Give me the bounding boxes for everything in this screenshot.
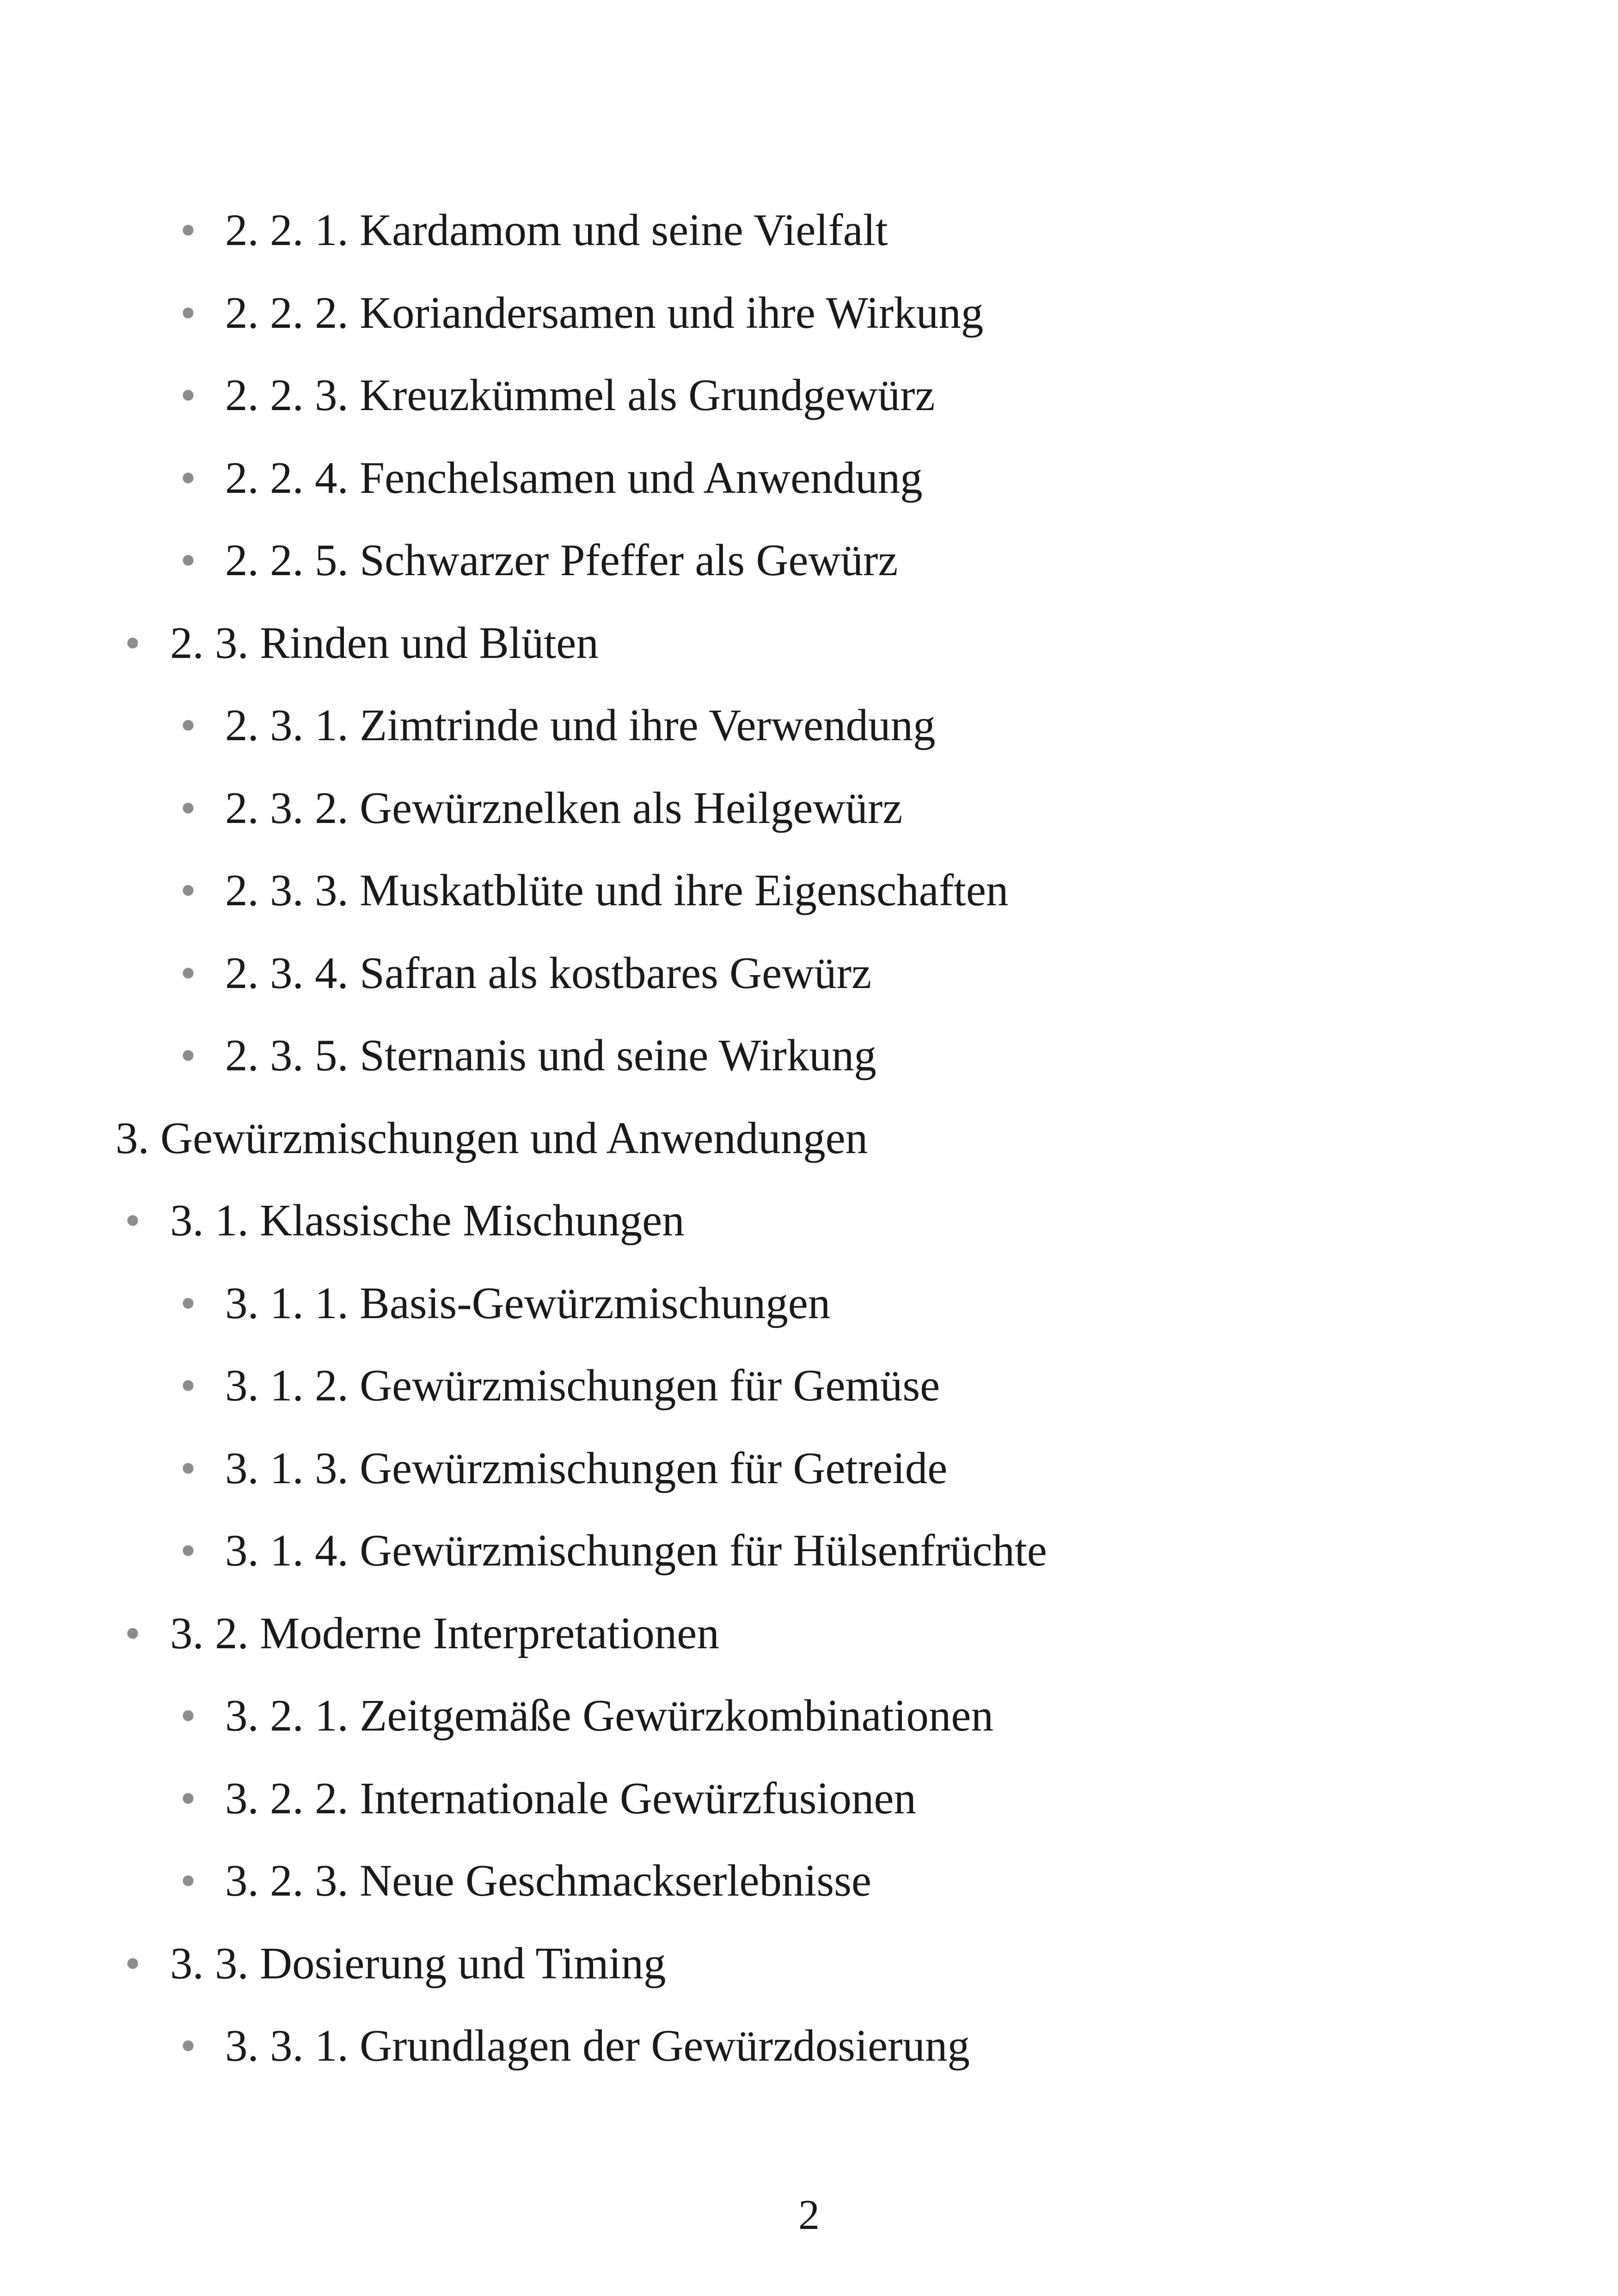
toc-entry-label: 2. 3. 2. Gewürznelken als Heilgewürz bbox=[225, 783, 903, 833]
toc-entry-label: 2. 2. 2. Koriandersamen und ihre Wirkung bbox=[225, 288, 984, 338]
bullet-icon: • bbox=[125, 1196, 141, 1245]
toc-entry-label: 2. 3. 3. Muskatblüte und ihre Eigenschaften bbox=[225, 866, 1009, 915]
bullet-icon: • bbox=[180, 1774, 196, 1823]
bullet-icon: • bbox=[125, 1608, 141, 1658]
toc-entry-label: 2. 3. 5. Sternanis und seine Wirkung bbox=[225, 1031, 876, 1080]
bullet-icon: • bbox=[180, 1031, 196, 1080]
bullet-icon: • bbox=[180, 1361, 196, 1410]
toc-entry-label: 2. 2. 5. Schwarzer Pfeffer als Gewürz bbox=[225, 535, 898, 585]
bullet-icon: • bbox=[180, 205, 196, 255]
bullet-icon: • bbox=[180, 866, 196, 915]
bullet-icon: • bbox=[125, 618, 141, 668]
bullet-icon: • bbox=[180, 1526, 196, 1575]
bullet-icon: • bbox=[180, 453, 196, 503]
bullet-icon: • bbox=[180, 2021, 196, 2070]
bullet-icon: • bbox=[180, 288, 196, 338]
toc-entry-label: 3. 3. Dosierung und Timing bbox=[170, 1939, 666, 1988]
bullet-icon: • bbox=[180, 1691, 196, 1740]
bullet-icon: • bbox=[180, 700, 196, 750]
toc-entry-label: 3. 2. 2. Internationale Gewürzfusionen bbox=[225, 1774, 916, 1823]
bullet-icon: • bbox=[180, 948, 196, 998]
bullet-icon: • bbox=[180, 783, 196, 833]
toc-entry-label: 2. 2. 4. Fenchelsamen und Anwendung bbox=[225, 453, 923, 503]
bullet-icon: • bbox=[180, 1856, 196, 1905]
bullet-icon: • bbox=[180, 1443, 196, 1493]
bullet-icon: • bbox=[180, 1278, 196, 1328]
toc-entry-label: 2. 3. 4. Safran als kostbares Gewürz bbox=[225, 948, 872, 998]
page-number: 2 bbox=[798, 2191, 820, 2238]
toc-entry-label: 2. 2. 1. Kardamom und seine Vielfalt bbox=[225, 205, 888, 255]
toc-entry-label: 2. 2. 3. Kreuzkümmel als Grundgewürz bbox=[225, 370, 935, 420]
toc-entry-label: 3. 3. 1. Grundlagen der Gewürzdosierung bbox=[225, 2021, 970, 2070]
toc-entry-label: 3. 2. 1. Zeitgemäße Gewürzkombinationen bbox=[225, 1691, 993, 1740]
toc-entry-label: 3. 1. 2. Gewürzmischungen für Gemüse bbox=[225, 1361, 940, 1410]
bullet-icon: • bbox=[125, 1939, 141, 1988]
toc-entry-label: 3. 2. Moderne Interpretationen bbox=[170, 1608, 719, 1658]
bullet-icon: • bbox=[180, 535, 196, 585]
bullet-icon: • bbox=[180, 370, 196, 420]
toc-entry-label: 3. Gewürzmischungen und Anwendungen bbox=[116, 1113, 868, 1163]
toc-entry-label: 3. 1. Klassische Mischungen bbox=[170, 1196, 685, 1245]
toc-entry-label: 3. 1. 4. Gewürzmischungen für Hülsenfrüchte bbox=[225, 1526, 1047, 1575]
toc-entry-label: 2. 3. Rinden und Blüten bbox=[170, 618, 599, 668]
toc-entry-label: 2. 3. 1. Zimtrinde und ihre Verwendung bbox=[225, 700, 936, 750]
toc-entry-label: 3. 1. 1. Basis-Gewürzmischungen bbox=[225, 1278, 831, 1328]
toc-entry-label: 3. 2. 3. Neue Geschmackserlebnisse bbox=[225, 1856, 871, 1905]
toc-entry-label: 3. 1. 3. Gewürzmischungen für Getreide bbox=[225, 1443, 948, 1493]
